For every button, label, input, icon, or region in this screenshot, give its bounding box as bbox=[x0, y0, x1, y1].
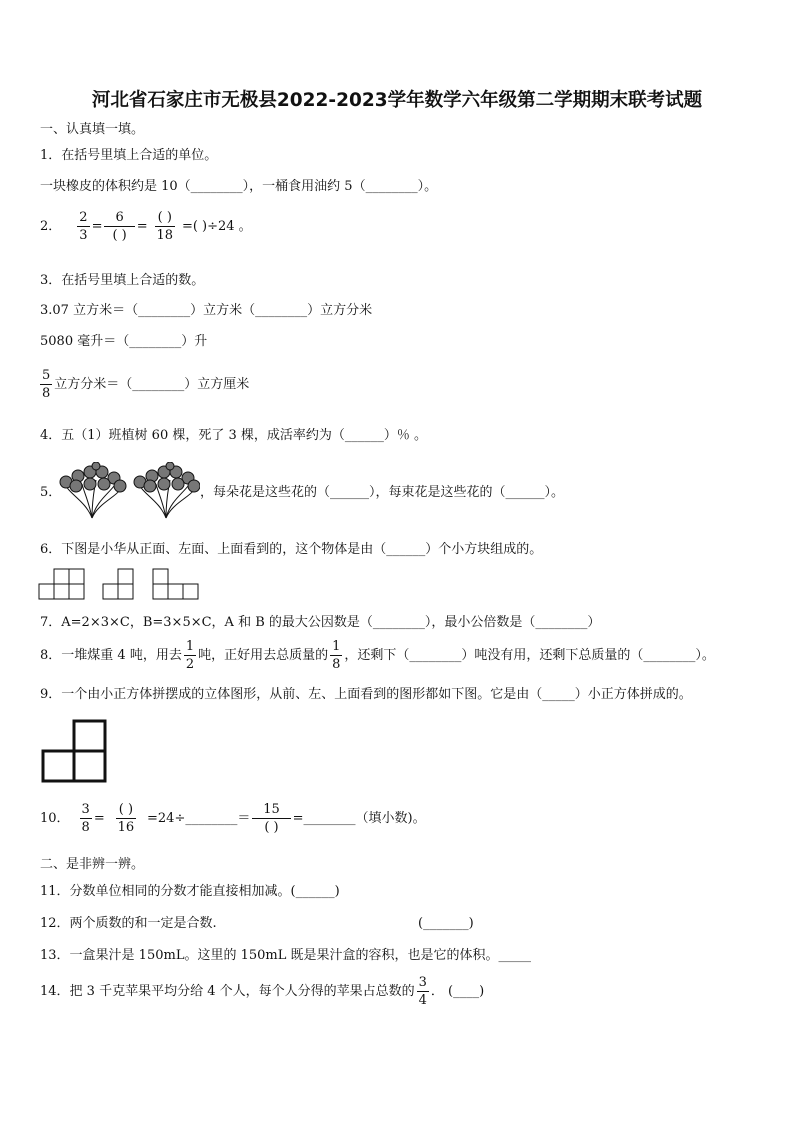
question-3-line-1: 3.07 立方米＝（________）立方米（________）立方分米 bbox=[40, 303, 373, 318]
question-number: 11． bbox=[40, 884, 70, 899]
question-13 bbox=[40, 947, 531, 965]
question-6 bbox=[40, 541, 542, 559]
question-2: 2． $\frac{2}{3}$ = $\frac{6}{( )}$ = $\frac{( )}{18}$ =( )÷24 。 bbox=[40, 210, 252, 243]
question-number: 13． bbox=[40, 948, 70, 963]
question-3 bbox=[40, 272, 204, 290]
fraction: $\frac{( )}{16}$ bbox=[117, 802, 135, 835]
question-1-line: 一块橡皮的体积约是 10（________），一桶食用油约 5（________）。 bbox=[40, 179, 438, 194]
question-number: 3． bbox=[40, 273, 62, 288]
question-12-answer: (_______) bbox=[418, 916, 474, 931]
question-9 bbox=[40, 686, 692, 704]
question-number: 6． bbox=[40, 542, 62, 557]
question-8: 8． 一堆煤重 4 吨，用去 $\frac{1}{2}$ 吨，正好用去总质量的 $\frac{1}{8}$ ，还剩下（________）吨没有用，还剩下总质量的（________）。 bbox=[40, 639, 715, 672]
question-text: 五（1）班植树 60 棵，死了 3 棵，成活率约为（______）％ 。 bbox=[61, 428, 428, 443]
question-text: 分数单位相同的分数才能直接相加减。(______) bbox=[69, 884, 340, 899]
question-11 bbox=[40, 883, 340, 901]
question-14: 14． 把 3 千克苹果平均分给 4 个人，每个人分得的苹果占总数的 $\frac{3}{4}$ ． (____) bbox=[40, 975, 485, 1008]
question-10: 10． $\frac{3}{8}$ = $\frac{( )}{16}$ =24÷________＝ $\frac{15}{( )}$ =________（填小数)。 bbox=[40, 802, 426, 835]
question-7 bbox=[40, 614, 600, 632]
question-text: 一个由小正方体拼摆成的立体图形，从前、左、上面看到的图形都如下图。它是由（_____）小正方体拼成的。 bbox=[61, 687, 692, 702]
question-number: 12． bbox=[40, 916, 70, 931]
question-text: 两个质数的和一定是合数. bbox=[69, 916, 217, 931]
cube-view-figure bbox=[40, 719, 108, 783]
section-1-heading: 一、认真填一填。 bbox=[40, 122, 145, 137]
question-number: 7． bbox=[40, 615, 62, 630]
question-text: 一盒果汁是 150mL。这里的 150mL 既是果汁盒的容积，也是它的体积。_____ bbox=[69, 948, 531, 963]
fraction: $\frac{( )}{18}$ bbox=[156, 210, 174, 243]
fraction: $\frac{15}{( )}$ bbox=[252, 803, 290, 834]
fraction: $\frac{1}{2}$ bbox=[185, 639, 195, 672]
question-number: 2． bbox=[40, 218, 62, 234]
question-number: 10． bbox=[40, 810, 70, 826]
fraction: $\frac{1}{8}$ bbox=[332, 639, 341, 672]
question-number: 4． bbox=[40, 428, 62, 443]
three-views-figure bbox=[38, 567, 202, 601]
question-text: A=2×3×C，B=3×5×C，A 和 B 的最大公因数是（________），最小公倍数是（________） bbox=[61, 615, 601, 630]
question-number: 1． bbox=[40, 148, 62, 163]
question-text: 在括号里填上合适的数。 bbox=[61, 273, 205, 288]
question-5-text: ，每朵花是这些花的（______），每束花是这些花的（______）。 bbox=[200, 485, 565, 500]
question-4 bbox=[40, 427, 427, 445]
question-1 bbox=[40, 147, 217, 165]
fraction: $\frac{3}{4}$ bbox=[418, 975, 427, 1008]
question-3-line-3: $\frac{5}{8}$ 立方分米＝（________）立方厘米 bbox=[42, 368, 250, 401]
question-number: 8． bbox=[40, 647, 62, 663]
question-number: 14． bbox=[40, 983, 70, 999]
fraction: $\frac{3}{8}$ bbox=[81, 802, 90, 835]
question-5-number: 5． bbox=[40, 485, 62, 500]
question-3-line-2: 5080 毫升＝（________）升 bbox=[40, 334, 208, 349]
flower-bouquets-figure bbox=[56, 462, 200, 520]
question-text: 把 3 千克苹果平均分给 4 个人，每个人分得的苹果占总数的 bbox=[69, 983, 415, 999]
question-text: 下图是小华从正面、左面、上面看到的，这个物体是由（______）个小方块组成的。 bbox=[61, 542, 543, 557]
page-title: 河北省石家庄市无极县2022-2023学年数学六年级第二学期期末联考试题 bbox=[91, 90, 703, 111]
question-text: 在括号里填上合适的单位。 bbox=[61, 148, 218, 163]
question-12 bbox=[40, 915, 217, 933]
fraction: $\frac{5}{8}$ bbox=[42, 368, 51, 401]
fraction: $\frac{6}{( )}$ bbox=[104, 211, 134, 242]
question-number: 9． bbox=[40, 687, 62, 702]
section-2-heading: 二、是非辨一辨。 bbox=[40, 857, 145, 872]
fraction: $\frac{2}{3}$ bbox=[79, 210, 88, 243]
